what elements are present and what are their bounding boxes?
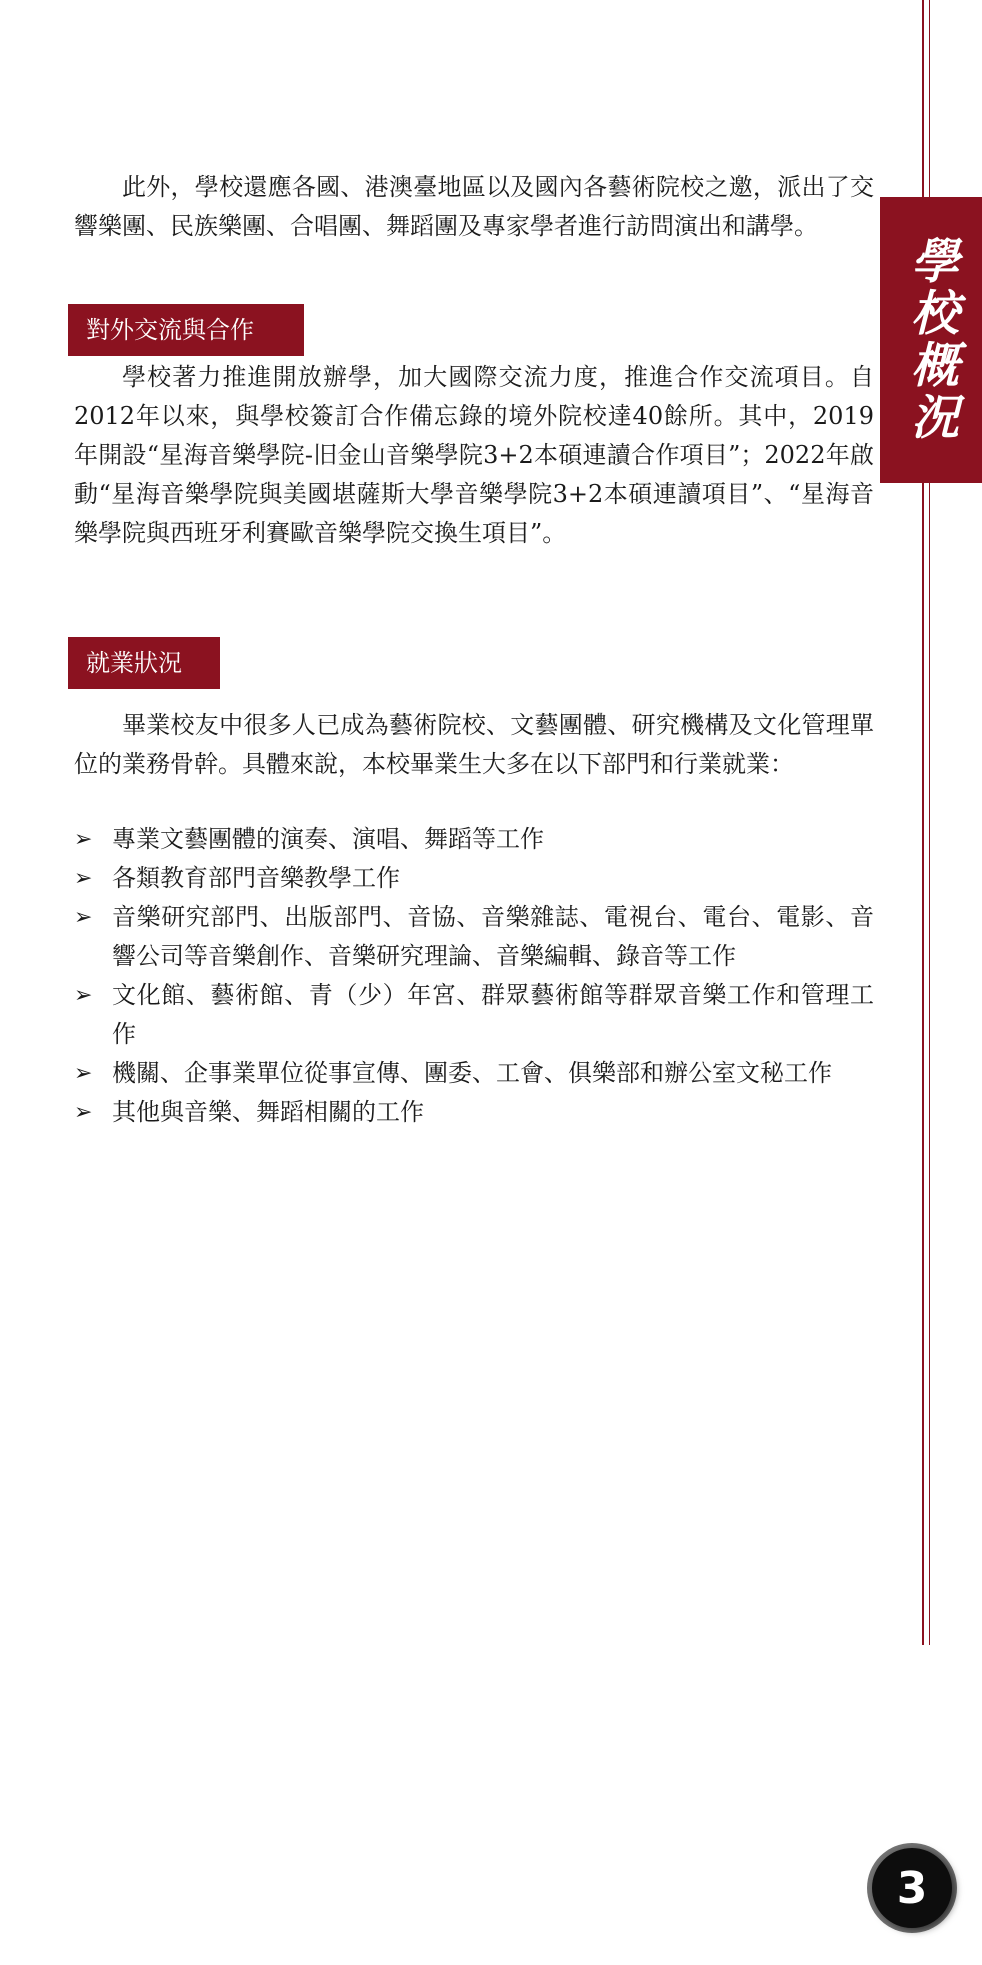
list-item-text: 其他與音樂、舞蹈相關的工作 <box>112 1098 424 1126</box>
page-number: 3 <box>896 1862 928 1914</box>
list-item <box>74 976 874 1054</box>
arrow-bullet-icon: ➢ <box>74 1100 93 1125</box>
employment-heading: 就業狀況 <box>68 637 220 689</box>
exchange-heading: 對外交流與合作 <box>68 304 304 356</box>
intro-paragraph: 此外，學校還應各國、港澳臺地區以及國內各藝術院校之邀，派出了交響樂團、民族樂團、合唱團、舞蹈團及專家學者進行訪問演出和講學。 <box>74 173 874 240</box>
arrow-bullet-icon: ➢ <box>74 1061 93 1086</box>
list-item-text: 各類教育部門音樂教學工作 <box>112 864 400 892</box>
list-item-text: 專業文藝團體的演奏、演唱、舞蹈等工作 <box>112 825 544 853</box>
exchange-paragraph: 學校著力推進開放辦學，加大國際交流力度，推進合作交流項目。自2012年以來，與學校簽訂合作備忘錄的境外院校達40餘所。其中，2019年開設“星海音樂學院-旧金山音樂學院3+2本碩連讀合作項目”；2022年啟動“星海音樂學院與美國堪薩斯大學音樂學院3+2本碩連讀項目”、“星海音樂學院與西班牙利賽歐音樂學院交換生項目”。 <box>74 363 874 547</box>
list-item <box>74 820 874 859</box>
list-item-text: 機關、企事業單位從事宣傳、團委、工會、俱樂部和辦公室文秘工作 <box>112 1059 832 1087</box>
list-item <box>74 1054 874 1093</box>
arrow-bullet-icon: ➢ <box>74 866 93 891</box>
list-item <box>74 859 874 898</box>
list-item <box>74 1093 874 1132</box>
list-item-text: 文化館、藝術館、青（少）年宮、群眾藝術館等群眾音樂工作和管理工作 <box>112 981 874 1048</box>
employment-sector-list <box>74 820 874 1132</box>
list-item-text: 音樂研究部門、出版部門、音協、音樂雜誌、電視台、電台、電影、音響公司等音樂創作、音樂研究理論、音樂編輯、錄音等工作 <box>112 903 874 970</box>
employment-paragraph: 畢業校友中很多人已成為藝術院校、文藝團體、研究機構及文化管理單位的業務骨幹。具體來說，本校畢業生大多在以下部門和行業就業： <box>74 711 874 778</box>
page-number-badge <box>872 1848 952 1928</box>
section-side-tab <box>880 197 982 483</box>
arrow-bullet-icon: ➢ <box>74 905 93 930</box>
arrow-bullet-icon: ➢ <box>74 983 93 1008</box>
list-item <box>74 898 874 976</box>
side-tab-label: 學校概況 <box>902 236 959 444</box>
arrow-bullet-icon: ➢ <box>74 827 93 852</box>
